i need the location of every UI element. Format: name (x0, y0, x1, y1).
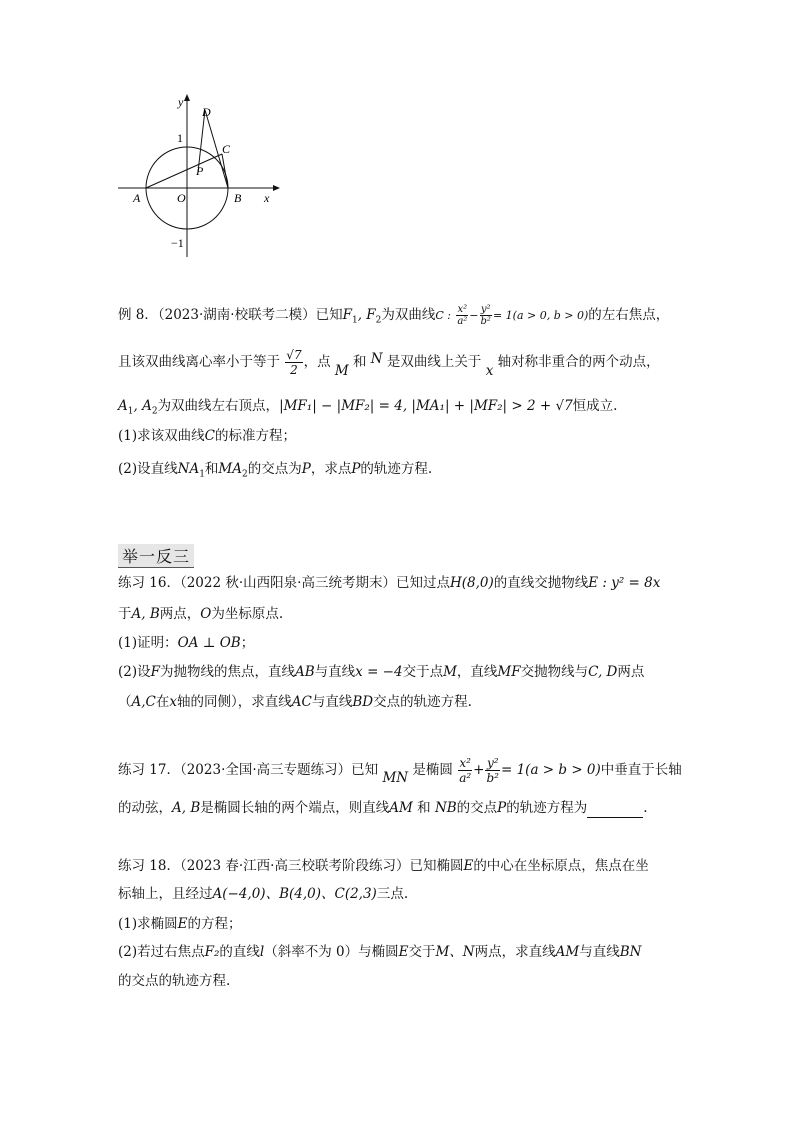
ex17-line2: 的动弦，A, B是椭圆长轴的两个端点，则直线AM 和 NB的交点P的轨迹方程为 . (118, 800, 648, 816)
ex16-q2-line1: (2)设F为抛物线的焦点，直线AB与直线x = −4交于点M，直线MF交抛物线与C, D两点 (118, 664, 645, 680)
label-d: D (202, 105, 211, 119)
answer-blank (587, 803, 643, 818)
label-x: x (264, 191, 270, 205)
label-o: O (177, 191, 186, 205)
ex8-line3: $A_1$, $A_2$为双曲线左右顶点，|MF₁| − |MF₂| = 4, |MA₁| + |MF₂| > 2 + √7恒成立. (118, 398, 618, 417)
x-axis-arrow (273, 185, 280, 191)
circle-figure (110, 92, 285, 260)
ex16-q1: (1)证明：OA ⊥ OB； (118, 635, 255, 651)
label-minus-one: −1 (171, 236, 184, 250)
ex8-q2: (2)设直线$NA_1$和$MA_2$的交点为P，求点P的轨迹方程. (118, 461, 433, 480)
ex18-q2-line2: 的交点的轨迹方程. (118, 973, 231, 989)
ex16-q2-line2: （A,C在x轴的同侧），求直线AC与直线BD交点的轨迹方程. (118, 694, 472, 710)
ex8-line1: 例 8．（2023·湖南·校联考二模）已知$F_1$, $F_2$为双曲线C : $\frac{\text{x²}}{\text{a²}}$ − $\frac{\text{y²}}{\text{b²}}$ = 1(a > 0, b > 0)的左右焦点， (118, 304, 670, 327)
label-a: A (133, 191, 141, 205)
ex8-q1: (1)求该双曲线C的标准方程； (118, 428, 296, 444)
ex16-line2: 于A, B两点，O为坐标原点. (118, 606, 284, 622)
ex18-q1: (1)求椭圆E的方程； (118, 916, 242, 932)
y-axis-arrow (184, 94, 190, 101)
sqrt7-over-2: $\frac{√7}{2}$ (286, 348, 302, 377)
label-b: B (234, 191, 242, 205)
section-title: 举一反三 (118, 544, 194, 568)
label-c: C (222, 142, 231, 156)
label-p: P (196, 164, 204, 178)
label-one: 1 (177, 131, 183, 145)
ex17-line1: 练习 17．（2023·全国·高三专题练习）已知 MN 是椭圆 $\frac{\text{x²}}{\text{a²}}$ + $\frac{\text{y²}}{\text{b²}}$ = 1(a > b > 0)中垂直于长轴 (118, 756, 682, 786)
ex18-q2-line1: (2)若过右焦点F₂的直线l（斜率不为 0）与椭圆E交于M、N两点，求直线AM与直线BN (118, 944, 642, 960)
ex8-line2: 且该双曲线离心率小于等于 $\frac{√7}{2}$ ，点 M 和 N 是双曲线上关于 x 轴对称非重合的两个动点， (118, 348, 660, 379)
label-y: y (178, 95, 184, 109)
ex18-line1: 练习 18．（2023 春·江西·高三校联考阶段练习）已知椭圆E的中心在坐标原点，焦点在坐 (118, 858, 649, 874)
ex18-line2: 标轴上，且经过A(−4,0)、B(4,0)、C(2,3)三点. (118, 886, 409, 902)
ex16-line1: 练习 16．（2022 秋·山西阳泉·高三统考期末）已知过点H(8,0)的直线交抛物线E : y² = 8x (118, 575, 661, 591)
